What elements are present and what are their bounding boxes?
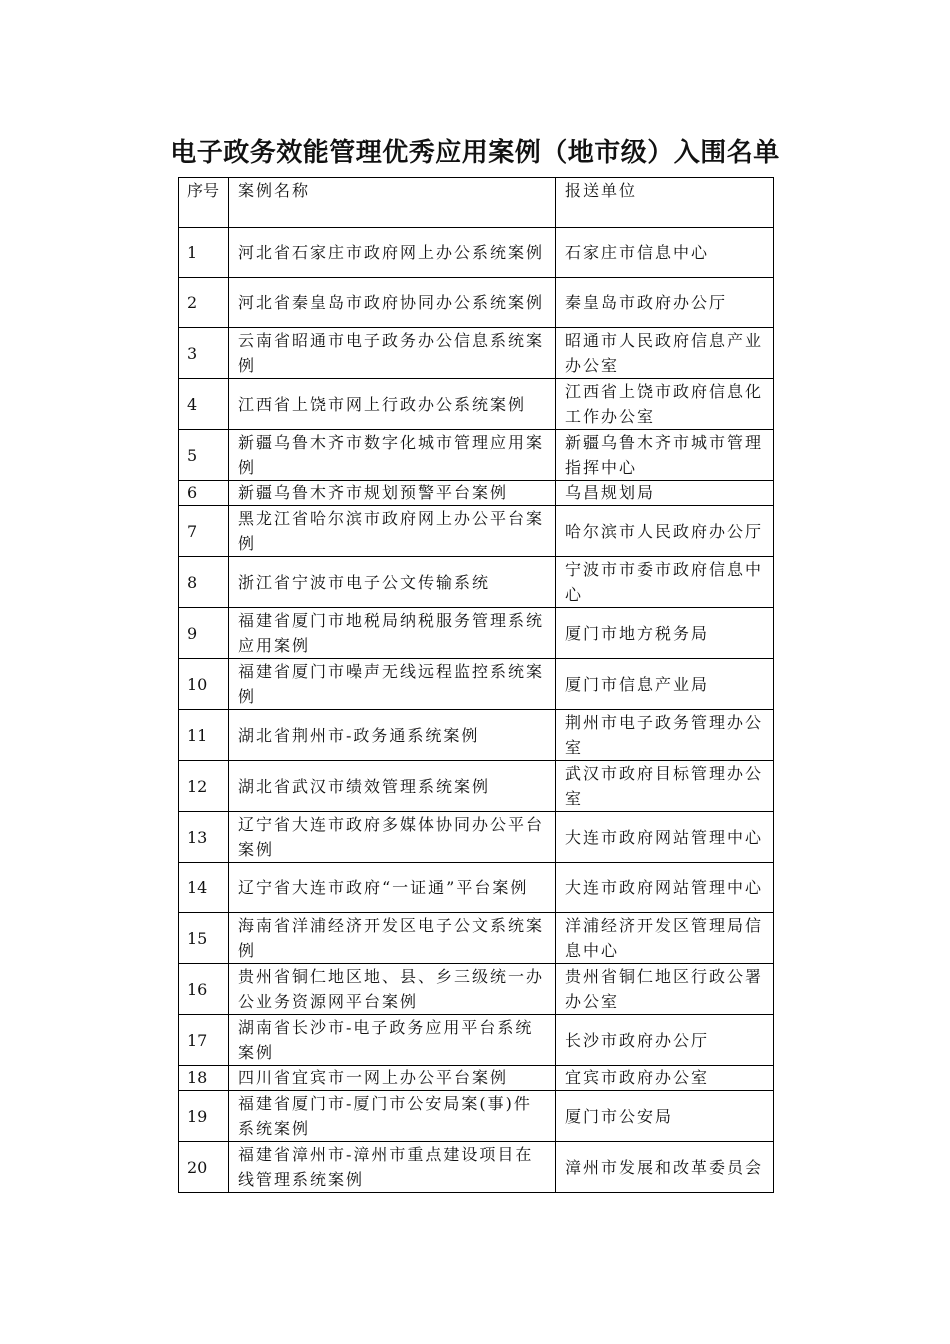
table-row xyxy=(179,812,774,863)
table-row xyxy=(179,1142,774,1193)
row-number: 3 xyxy=(179,328,229,379)
case-name-cell: 河北省石家庄市政府网上办公系统案例 xyxy=(229,228,556,278)
case-name-cell: 湖北省荆州市-政务通系统案例 xyxy=(229,710,556,761)
table-row xyxy=(179,1015,774,1066)
row-number: 15 xyxy=(179,913,229,964)
table-row xyxy=(179,913,774,964)
table-row xyxy=(179,710,774,761)
submitting-unit-cell: 宁波市市委市政府信息中心 xyxy=(556,557,774,608)
table-row xyxy=(179,430,774,481)
row-number: 18 xyxy=(179,1066,229,1091)
submitting-unit-cell: 贵州省铜仁地区行政公署办公室 xyxy=(556,964,774,1015)
submitting-unit-cell: 江西省上饶市政府信息化工作办公室 xyxy=(556,379,774,430)
submitting-unit-cell: 厦门市公安局 xyxy=(556,1091,774,1142)
table-row xyxy=(179,863,774,913)
row-number: 8 xyxy=(179,557,229,608)
case-list-table xyxy=(178,177,774,1193)
submitting-unit-cell: 漳州市发展和改革委员会 xyxy=(556,1142,774,1193)
submitting-unit-cell: 洋浦经济开发区管理局信息中心 xyxy=(556,913,774,964)
submitting-unit-cell: 新疆乌鲁木齐市城市管理指挥中心 xyxy=(556,430,774,481)
table-row xyxy=(179,608,774,659)
table-row xyxy=(179,228,774,278)
header-case-name: 案例名称 xyxy=(229,178,556,228)
table-row xyxy=(179,379,774,430)
submitting-unit-cell: 乌昌规划局 xyxy=(556,481,774,506)
submitting-unit-cell: 宜宾市政府办公室 xyxy=(556,1066,774,1091)
submitting-unit-cell: 秦皇岛市政府办公厅 xyxy=(556,278,774,328)
row-number: 2 xyxy=(179,278,229,328)
row-number: 10 xyxy=(179,659,229,710)
row-number: 11 xyxy=(179,710,229,761)
case-name-cell: 福建省厦门市-厦门市公安局案(事)件系统案例 xyxy=(229,1091,556,1142)
submitting-unit-cell: 荆州市电子政务管理办公室 xyxy=(556,710,774,761)
case-name-cell: 湖南省长沙市-电子政务应用平台系统案例 xyxy=(229,1015,556,1066)
case-name-cell: 贵州省铜仁地区地、县、乡三级统一办公业务资源网平台案例 xyxy=(229,964,556,1015)
row-number: 6 xyxy=(179,481,229,506)
case-name-cell: 新疆乌鲁木齐市规划预警平台案例 xyxy=(229,481,556,506)
row-number: 19 xyxy=(179,1091,229,1142)
table-row xyxy=(179,1091,774,1142)
table-row xyxy=(179,328,774,379)
case-name-cell: 海南省洋浦经济开发区电子公文系统案例 xyxy=(229,913,556,964)
row-number: 9 xyxy=(179,608,229,659)
submitting-unit-cell: 长沙市政府办公厅 xyxy=(556,1015,774,1066)
table-row xyxy=(179,964,774,1015)
row-number: 20 xyxy=(179,1142,229,1193)
header-num: 序号 xyxy=(179,178,229,228)
submitting-unit-cell: 昭通市人民政府信息产业办公室 xyxy=(556,328,774,379)
table-row xyxy=(179,481,774,506)
submitting-unit-cell: 大连市政府网站管理中心 xyxy=(556,812,774,863)
submitting-unit-cell: 石家庄市信息中心 xyxy=(556,228,774,278)
row-number: 4 xyxy=(179,379,229,430)
row-number: 16 xyxy=(179,964,229,1015)
case-name-cell: 江西省上饶市网上行政办公系统案例 xyxy=(229,379,556,430)
case-name-cell: 辽宁省大连市政府多媒体协同办公平台案例 xyxy=(229,812,556,863)
table-row xyxy=(179,761,774,812)
case-name-cell: 辽宁省大连市政府“一证通”平台案例 xyxy=(229,863,556,913)
submitting-unit-cell: 厦门市信息产业局 xyxy=(556,659,774,710)
row-number: 1 xyxy=(179,228,229,278)
table-header-row xyxy=(179,178,774,228)
case-name-cell: 浙江省宁波市电子公文传输系统 xyxy=(229,557,556,608)
table-row xyxy=(179,659,774,710)
submitting-unit-cell: 武汉市政府目标管理办公室 xyxy=(556,761,774,812)
table-row xyxy=(179,1066,774,1091)
row-number: 13 xyxy=(179,812,229,863)
submitting-unit-cell: 哈尔滨市人民政府办公厅 xyxy=(556,506,774,557)
row-number: 12 xyxy=(179,761,229,812)
table-row xyxy=(179,506,774,557)
row-number: 7 xyxy=(179,506,229,557)
case-name-cell: 福建省漳州市-漳州市重点建设项目在线管理系统案例 xyxy=(229,1142,556,1193)
case-name-cell: 黑龙江省哈尔滨市政府网上办公平台案例 xyxy=(229,506,556,557)
row-number: 14 xyxy=(179,863,229,913)
case-name-cell: 福建省厦门市地税局纳税服务管理系统应用案例 xyxy=(229,608,556,659)
row-number: 17 xyxy=(179,1015,229,1066)
header-submitting-unit: 报送单位 xyxy=(556,178,774,228)
case-name-cell: 云南省昭通市电子政务办公信息系统案例 xyxy=(229,328,556,379)
case-name-cell: 福建省厦门市噪声无线远程监控系统案例 xyxy=(229,659,556,710)
table-row xyxy=(179,278,774,328)
submitting-unit-cell: 大连市政府网站管理中心 xyxy=(556,863,774,913)
submitting-unit-cell: 厦门市地方税务局 xyxy=(556,608,774,659)
row-number: 5 xyxy=(179,430,229,481)
case-name-cell: 河北省秦皇岛市政府协同办公系统案例 xyxy=(229,278,556,328)
case-name-cell: 新疆乌鲁木齐市数字化城市管理应用案例 xyxy=(229,430,556,481)
table-row xyxy=(179,557,774,608)
case-name-cell: 四川省宜宾市一网上办公平台案例 xyxy=(229,1066,556,1091)
page-title: 电子政务效能管理优秀应用案例（地市级）入围名单 xyxy=(170,138,780,168)
case-name-cell: 湖北省武汉市绩效管理系统案例 xyxy=(229,761,556,812)
